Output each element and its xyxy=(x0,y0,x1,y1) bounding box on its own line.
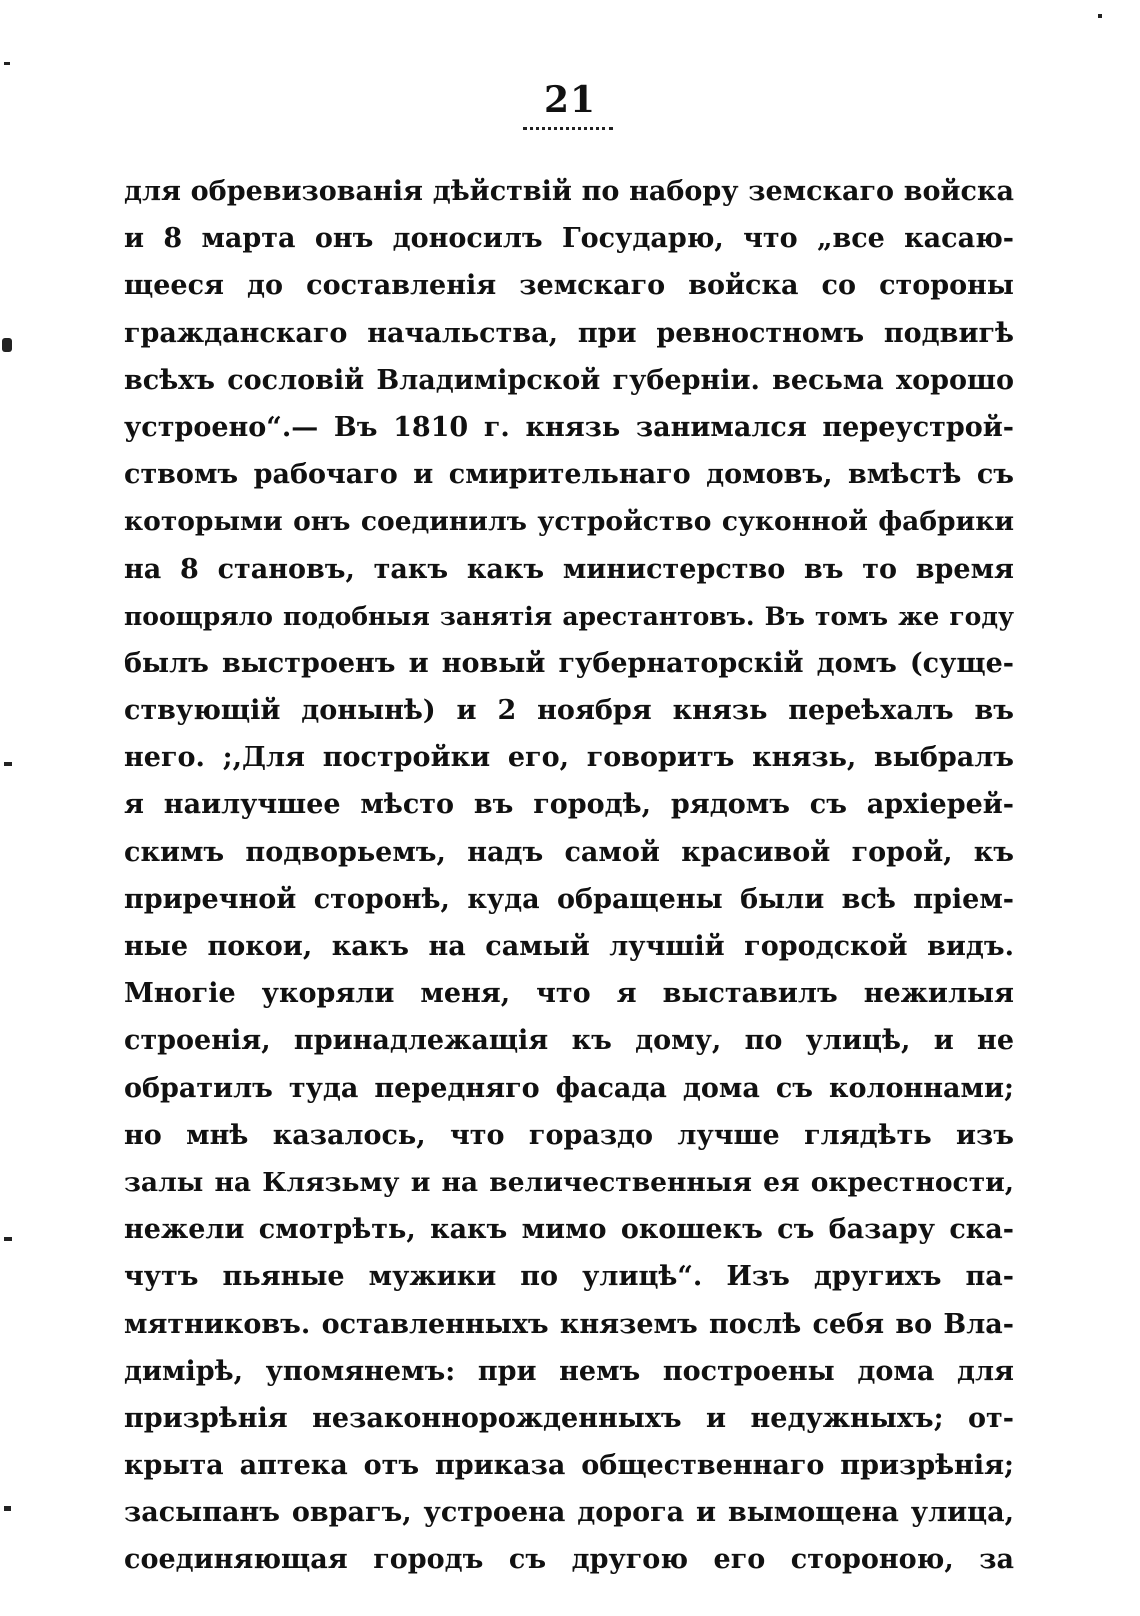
text-line: Многіе укоряли меня, что я выставилъ нежилыя xyxy=(124,978,1014,1010)
text-line: крыта аптека отъ приказа общественнаго призрѣнія; xyxy=(124,1450,1014,1482)
text-line: устроено“.— Въ 1810 г. князь занимался переустрой- xyxy=(124,411,1014,443)
margin-speck xyxy=(4,762,12,766)
page-number: 21 xyxy=(543,79,597,121)
text-line: призрѣнія незаконнорожденныхъ и недужныхъ; от- xyxy=(124,1402,1014,1434)
text-line: щееся до составленія земскаго войска со стороны xyxy=(124,270,1014,302)
text-line: ствомъ рабочаго и смирительнаго домовъ, вмѣстѣ съ xyxy=(124,459,1014,491)
text-line: скимъ подворьемъ, надъ самой красивой горой, къ xyxy=(124,836,1014,868)
body-text xyxy=(124,168,1014,1584)
text-line: ные покои, какъ на самый лучшій городской видъ. xyxy=(124,931,1014,962)
text-line: на 8 становъ, такъ какъ министерство въ то время xyxy=(124,553,1014,585)
text-line: приречной сторонѣ, куда обращены были всѣ пріем- xyxy=(124,883,1014,915)
text-line: чутъ пьяные мужики по улицѣ“. Изъ другихъ па- xyxy=(124,1261,1014,1293)
text-line: соединяющая городъ съ другою его стороною, за xyxy=(124,1544,1014,1576)
text-line: строенія, принадлежащія къ дому, по улицѣ, и не xyxy=(124,1025,1014,1057)
text-line: засыпанъ оврагъ, устроена дорога и вымощена улица, xyxy=(124,1497,1014,1529)
text-line: гражданскаго начальства, при ревностномъ подвигѣ xyxy=(124,317,1014,349)
text-line: нежели смотрѣть, какъ мимо окошекъ съ базару ска- xyxy=(124,1214,1014,1246)
margin-speck xyxy=(4,1506,11,1511)
margin-speck xyxy=(1098,14,1102,18)
page-number-rule xyxy=(523,127,613,130)
margin-speck xyxy=(2,338,12,352)
margin-speck xyxy=(4,1237,12,1241)
text-line: димірѣ, упомянемъ: при немъ построены дома для xyxy=(124,1355,1014,1387)
text-line: и 8 марта онъ доносилъ Государю, что „все касаю- xyxy=(124,223,1014,255)
text-line: обратилъ туда передняго фасада дома съ колоннами; xyxy=(124,1072,1014,1104)
text-line: которыми онъ соединилъ устройство суконной фабрики xyxy=(124,506,1014,538)
text-line: я наилучшее мѣсто въ городѣ, рядомъ съ архіерей- xyxy=(124,789,1014,821)
text-line: для обревизованія дѣйствій по набору земскаго войска xyxy=(124,176,1014,207)
text-line: ствующій донынѣ) и 2 ноября князь переѣхалъ въ xyxy=(124,695,1014,727)
margin-speck xyxy=(4,62,10,65)
text-line: всѣхъ сословій Владимірской губерніи. весьма хорошо xyxy=(124,364,1014,396)
text-line: былъ выстроенъ и новый губернаторскій домъ (суще- xyxy=(124,647,1014,679)
text-line: мятниковъ. оставленныхъ княземъ послѣ себя во Вла- xyxy=(124,1308,1014,1340)
text-line: залы на Клязьму и на величественныя ея окрестности, xyxy=(124,1166,1014,1198)
text-line: поощряло подобныя занятія арестантовъ. Въ томъ же году xyxy=(124,601,1014,631)
text-line: него. ;,Для постройки его, говоритъ князь, выбралъ xyxy=(124,742,1014,774)
text-line: но мнѣ казалось, что гораздо лучше глядѣть изъ xyxy=(124,1119,1014,1151)
